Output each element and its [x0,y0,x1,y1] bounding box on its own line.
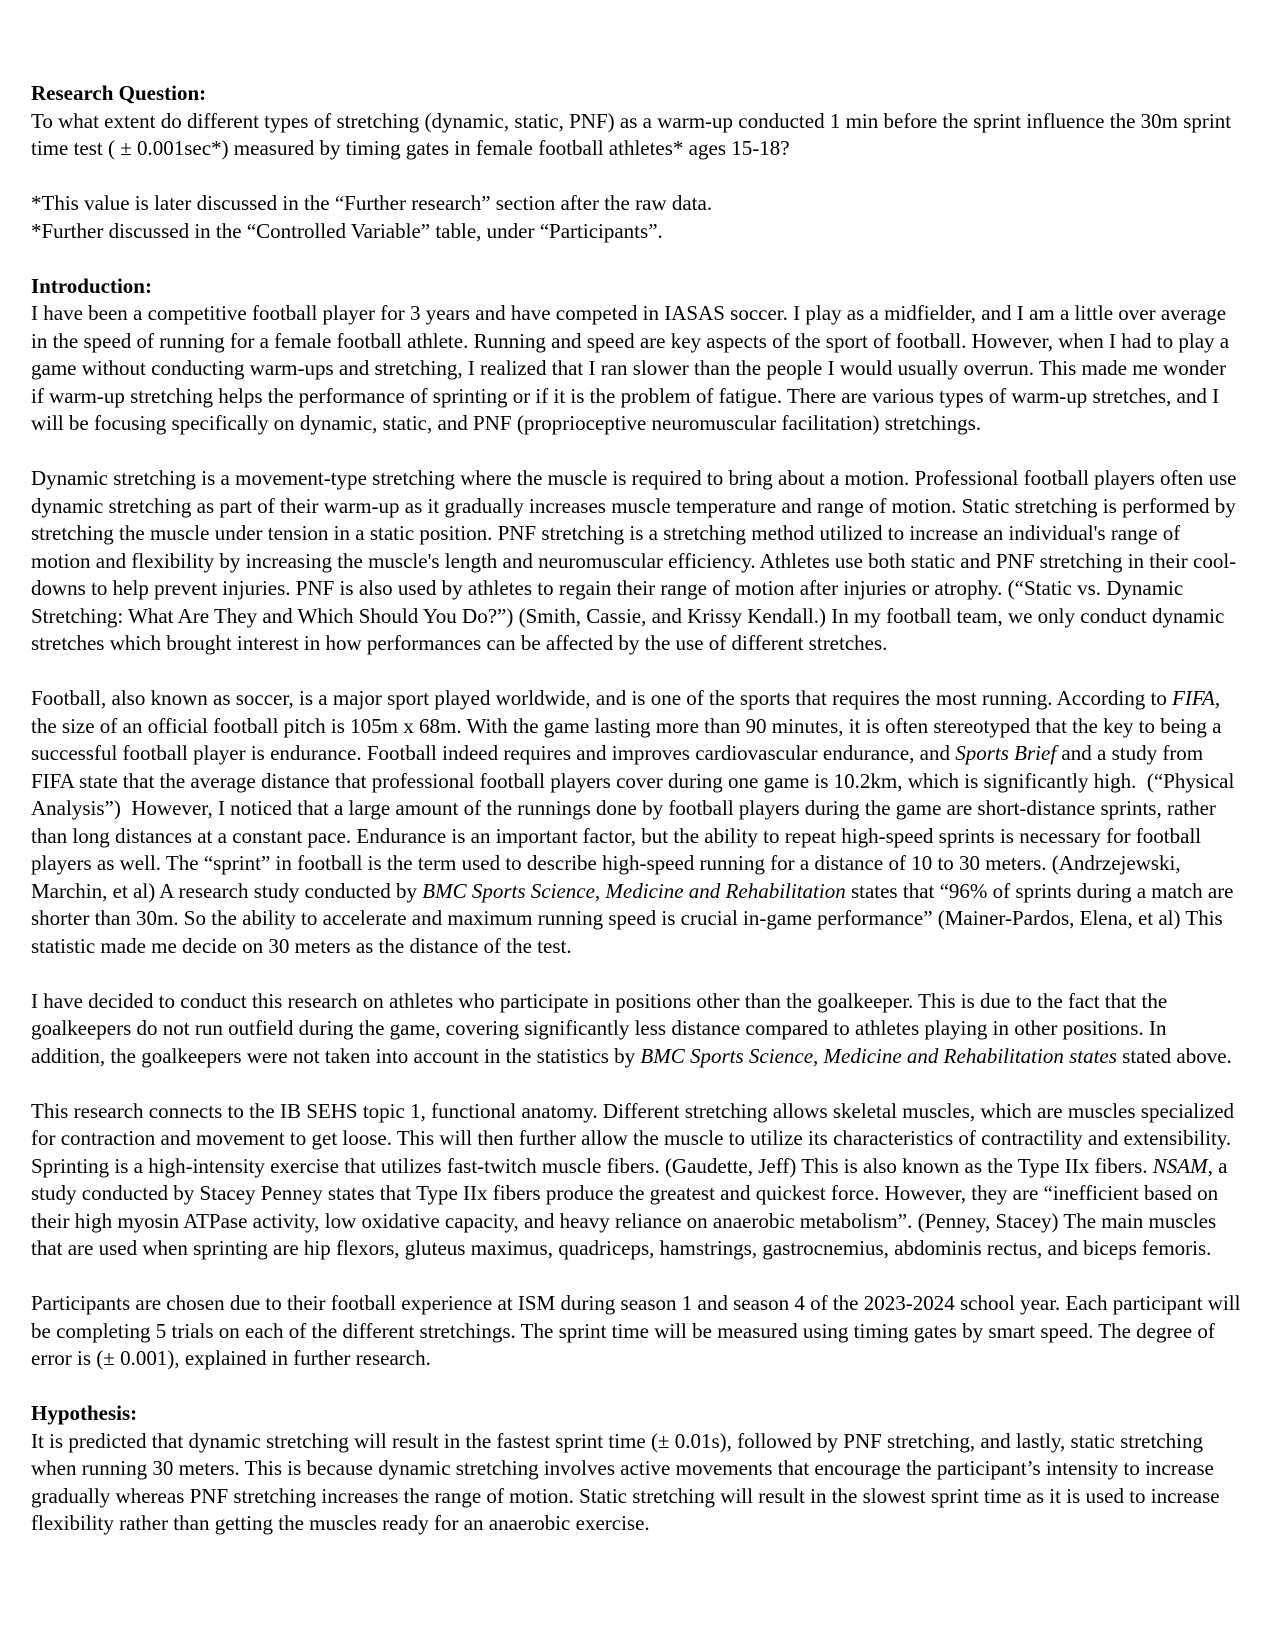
research-question-heading: Research Question: [31,81,207,105]
footnote-1: *This value is later discussed in the “Further research” section after the raw data. [31,191,713,215]
introduction-paragraph-4: I have decided to conduct this research on athletes who participate in positions other than the goalkeeper. This is due to the fact that the goalkeepers do not run outfield during the game, covering significantly less distance compared to athletes playing in other positions. In addition, the goalkeepers were not taken into account in the statistics by BMC Sports Science, Medicine and Rehabilitation states stated above. [31,988,1232,1068]
introduction-paragraph-1: I have been a competitive football player for 3 years and have competed in IASAS soccer. I play as a midfielder, and I am a little over average in the speed of running for a female football athlete. Running and speed are key aspects of the sport of football. However, when I had to play a game without conducting warm-ups and stretching, I realized that I ran slower than the people I would usually overrun. This made me wonder if warm-up stretching helps the performance of sprinting or if it is the problem of fatigue. There are various types of warm-up stretches, and I will be focusing specifically on dynamic, static, and PNF (proprioceptive neuromuscular facilitation) stretchings. [31,301,1235,435]
introduction-paragraph-2: Dynamic stretching is a movement-type stretching where the muscle is required to bring about a motion. Professional football players often use dynamic stretching as part of their warm-up as it gradually increases muscle temperature and range of motion. Static stretching is performed by stretching the muscle under tension in a static position. PNF stretching is a stretching method utilized to increase an individual's range of motion and flexibility by increasing the muscle's length and neuromuscular efficiency. Athletes use both static and PNF stretching in their cool-downs to help prevent injuries. PNF is also used by athletes to regain their range of motion after injuries or atrophy. (“Static vs. Dynamic Stretching: What Are They and Which Should You Do?”) (Smith, Cassie, and Krissy Kendall.) In my football team, we only conduct dynamic stretches which brought interest in how performances can be affected by the use of different stretches. [31,466,1242,655]
introduction-heading: Introduction: [31,273,152,298]
introduction-paragraph-5: This research connects to the IB SEHS topic 1, functional anatomy. Different stretching allows skeletal muscles, which are muscles specialized for contraction and movement to get loose. This will then further allow the muscle to utilize its characteristics of contractility and extensibility. Sprinting is a high-intensity exercise that utilizes fast-twitch muscle fibers. (Gaudette, Jeff) This is also known as the Type IIx fibers. NSAM, a study conducted by Stacey Penney states that Type IIx fibers produce the greatest and quickest force. However, they are “inefficient based on their high myosin ATPase activity, low oxidative capacity, and heavy reliance on anaerobic metabolism”. (Penney, Stacey) The main muscles that are used when sprinting are hip flexors, gluteus maximus, quadriceps, hamstrings, gastrocnemius, abdominis rectus, and biceps femoris. [31,1098,1240,1260]
footnote-2: *Further discussed in the “Controlled Variable” table, under “Participants”. [31,218,663,243]
hypothesis-text: It is predicted that dynamic stretching will result in the fastest sprint time (± 0.01s), followed by PNF stretching, and lastly, static stretching when running 30 meters. This is because dynamic stretching involves active movements that encourage the participant’s intensity to increase gradually whereas PNF stretching increases the range of motion. Static stretching will result in the slowest sprint time as it is used to increase flexibility rather than getting the muscles ready for an anaerobic exercise. [31,1428,1225,1535]
introduction-paragraph-3: Football, also known as soccer, is a major sport played worldwide, and is one of the sports that requires the most running. According to FIFA, the size of an official football pitch is 105m x 68m. With the game lasting more than 90 minutes, it is often stereotyped that the key to being a successful football player is endurance. Football indeed requires and improves cardiovascular endurance, and Sports Brief and a study from FIFA state that the average distance that professional football players cover during one game is 10.2km, which is significantly high. (“Physical Analysis”) However, I noticed that a large amount of the runnings done by football players during the game are short-distance sprints, rather than long distances at a constant pace. Endurance is an important factor, but the ability to repeat high-speed sprints is necessary for football players as well. The “sprint” in football is the term used to describe high-speed running for a distance of 10 to 30 meters. (Andrzejewski, Marchin, et al) A research study conducted by BMC Sports Science, Medicine and Rehabilitation states that “96% of sprints during a match are shorter than 30m. So the ability to accelerate and maximum running speed is crucial in-game performance” (Mainer-Pardos, Elena, et al) This statistic made me decide on 30 meters as the distance of the test. [31,686,1239,958]
research-question-text: To what extent do different types of stretching (dynamic, static, PNF) as a warm-up conducted 1 min before the sprint influence the 30m sprint time test ( ± 0.001sec*) measured by timing gates in female football athletes* ages 15-18? [31,108,1237,160]
hypothesis-heading: Hypothesis: [31,1401,138,1425]
introduction-paragraph-6: Participants are chosen due to their football experience at ISM during season 1 and season 4 of the 2023-2024 school year. Each participant will be completing 5 trials on each of the different stretchings. The sprint time will be measured using timing gates by smart speed. The degree of error is (± 0.001), explained in further research. [31,1291,1246,1370]
